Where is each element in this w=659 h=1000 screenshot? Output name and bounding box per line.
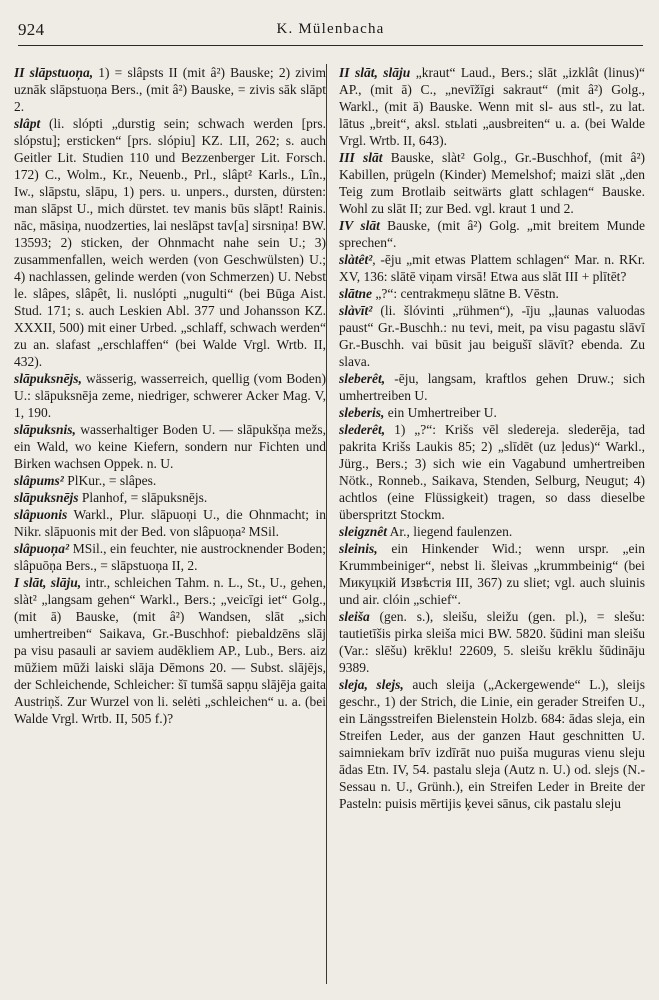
dictionary-entry (14, 370, 326, 421)
entry-headword: slāpuksnējs (14, 490, 79, 505)
entry-text: ein Umhertreiber U. (384, 405, 497, 420)
left-column (14, 64, 326, 989)
entry-headword: slāpuksnējs, (14, 371, 82, 386)
entry-text: 1) = slâpsts II (mit â²) Bauske; 2) zivim uznāk slāpstuoņa Bers., (mit â²) Bauske, = zivis sāk slāpt 2. (14, 65, 326, 114)
entry-headword: slâpums² (14, 473, 64, 488)
entry-headword: IV slāt (339, 218, 380, 233)
entry-text: Ar., liegend faulenzen. (387, 524, 513, 539)
dictionary-entry (339, 608, 645, 676)
entry-text: Bauske, slàt² Golg., Gr.-Buschhof, (mit â²) Kabillen, prügeln (Kinder) Memelshof; maizi slāt „den Teig zum Brotlaib seitwärts glatt schlagen“ Bauske. Wohl zu slāt II; zur Bed. vgl. kraut 1 und 2. (339, 150, 645, 216)
column-divider (326, 64, 327, 984)
entry-headword: II slāt, slāju (339, 65, 411, 80)
entry-headword: sleinis, (339, 541, 378, 556)
entry-text: intr., schleichen Tahm. n. L., St., U., gehen, slàt² „langsam gehen“ Warkl., Bers.; „veicīgi iet“ Golg., (mit ā) Bauske, (mit â²) Wandsen, slāt „sich umhertreiben“ Saikava, Gr.-Buschhof: piebaldzēns slāj pa visu pasauli ar saviem audēkliem AP., Lub., Bers. aiz mūžiem mūži laiski slāja Dēmons 20. — Subst. slājējs, der Schleichende, Schleicher: šī tumšā sapņu slājēja gaita Austriņš. Zur Wurzel von li. selėti „schleichen“ u. a. (bei Walde Vrgl. Wrtb. II, 505 f.)? (14, 575, 326, 726)
dictionary-entry (339, 421, 645, 523)
entry-headword: slâpt (14, 116, 41, 131)
dictionary-entry (14, 64, 326, 115)
dictionary-entry (339, 523, 645, 540)
dictionary-entry (339, 217, 645, 251)
entry-text: wässerig, wasserreich, quellig (vom Boden) U.: slāpuksnēja zeme, niedriger, schwerer Acker Mag. V, 1, 190. (14, 371, 326, 420)
entry-text: wasserhaltiger Boden U. — slāpukšņa mežs, ein Wald, wo keine Kiefern, sondern nur Fichten und Birken wachsen Oppek. n. U. (14, 422, 326, 471)
entry-text: MSil., ein feuchter, nie austrocknender Boden; slâpuōņa Bers., = slāpstuoņa II, 2. (14, 541, 326, 573)
entry-headword: sleberêt, (339, 371, 386, 386)
entry-headword: III slāt (339, 150, 383, 165)
entry-text: -ēju, langsam, kraftlos gehen Druw.; sich umhertreiben U. (339, 371, 645, 403)
entry-text: , -ēju „mit etwas Plattem schlagen“ Mar. n. RKr. XV, 136: slātē viņam virsā! Etwa aus slāt III + plītēt? (339, 252, 645, 284)
dictionary-entry (339, 302, 645, 370)
entry-text: „kraut“ Laud., Bers.; slāt „izklât (linus)“ AP., (mit ā) C., „nevīžīgi sakraut“ (mit â²) Golg., Warkl., (mit ā) Bauske. Wenn mit sl- aus stl-, zu lat. lātus „breit“, aksl. stьlati „ausbreiten“ u. a. (bei Walde Vrgl. Wrtb. II, 643). (339, 65, 645, 148)
entry-text: (gen. s.), sleišu, sleižu (gen. pl.), = slešu: tautietīšis pirka sleiša mici BW. 5820. šūdini man sleišu (Var.: slēšu) krēklu! 22609, 5. sleišu krēklu šūdināju 9389. (339, 609, 645, 675)
entry-text: 1) „?“: Krišs vēl sledereja. slederēja, tad pakrita Krišs Laukis 85; 2) „slīdēt (uz ļedus)“ Warkl., Jürg., Bers.; 3) sich wie ein Vagabund umhertreiben Nötk., Ronneb., Saikava, Stenden, Selburg, Neugut; 4) achtlos (eine Flüssigkeit) tragen, so dass dieselbe überspritzt Stockm. (339, 422, 645, 522)
entry-headword: slàtêt² (339, 252, 373, 267)
entry-text: (li. slópti „durstig sein; schwach werden [prs. slópstu]; ersticken“ [prs. slópiu] KZ. LII, 262; s. auch Geitler Lit. Studien 110 und Bezzenberger Lit. Forsch. 172) C., Wolm., Kr., Neuenb., Prl., slâpt² Karls., Lîn., Iw., slāpstu, slāpu, 1) pers. u. unpers., dursten, dürsten: man slāpst U., mich dürstet. tev manis būs slāpt! Rainis. nāc, māsiņa, nuodzerties, lai neslāpst tav[a] sirsniņa! BW. 13593; 2) sticken, der Ohnmacht nahe sein U.; 3) zusammenfallen, weich werden (von Geschwülsten) U.; 4) nachlassen, gelinde werden (von Schmerzen) U. Nebst le. slâpes, slâpêt, li. nuslópti „nugulti“ (bei Būga Aist. Stud. 171; s. auch Leskien Abl. 377 und Johansson KZ. XXXII, 500) mit einer Urbed. „schlaff, schwach werden“ zu an. slafast „erschlaffen“ (bei Walde Vrgl. Wrtb. II, 432). (14, 116, 326, 369)
entry-headword: slàvīt² (339, 303, 373, 318)
entry-headword: sleberis, (339, 405, 385, 420)
dictionary-entry (339, 676, 645, 812)
entry-text: Warkl., Plur. slāpuoņi U., die Ohnmacht; in Nikr. slāpuonis mit der Bed. von slâpuoņa² MSil. (14, 507, 326, 539)
entry-headword: slāpuksnis, (14, 422, 76, 437)
dictionary-entry (339, 149, 645, 217)
dictionary-entry (339, 64, 645, 149)
header-rule (18, 45, 643, 46)
running-head: K. Mülenbacha (276, 21, 385, 37)
entry-text: „?“: centrakmeņu slātne B. Vēstn. (372, 286, 559, 301)
entry-text: ein Hinkender Wid.; wenn urspr. „ein Krummbeiniger“, nebst li. šleivas „krummbeinig“ (bei Микуцкiй Извѣстiя III, 367) zu sliet; vgl. auch sluinis und air. clóin „schief“. (339, 541, 645, 607)
entry-headword: I slāt, slāju, (14, 575, 82, 590)
dictionary-entry (14, 472, 326, 489)
entry-text: Bauske, (mit â²) Golg. „mit breitem Munde sprechen“. (339, 218, 645, 250)
entry-headword: slâpuonis (14, 507, 68, 522)
page-header (18, 20, 643, 50)
entry-text: (li. šlóvinti „rühmen“), -īju „ļaunas valuodas paust“ Gr.-Buschh.: nu tevi, meit, pa visu pagastu slāvī Gr.-Buschh. vai būsit jau beigušī slāvīt? ebenda. Zu slava. (339, 303, 645, 369)
dictionary-entry (14, 115, 326, 370)
entry-headword: slātne (339, 286, 373, 301)
dictionary-entry (339, 285, 645, 302)
dictionary-entry (339, 540, 645, 608)
right-column (339, 64, 645, 989)
dictionary-entry (14, 540, 326, 574)
dictionary-entry (14, 489, 326, 506)
entry-headword: sleiša (339, 609, 370, 624)
entry-text: PlKur., = slâpes. (63, 473, 157, 488)
entry-headword: sleigznêt (339, 524, 388, 539)
entry-headword: slederêt, (339, 422, 386, 437)
dictionary-entry (14, 506, 326, 540)
dictionary-entry (339, 404, 645, 421)
dictionary-entry (14, 574, 326, 727)
entry-headword: slâpuoņa² (14, 541, 70, 556)
entry-headword: sleja, slejs, (339, 677, 404, 692)
dictionary-entry (14, 421, 326, 472)
entry-text: auch sleija („Ackergewende“ L.), sleijs geschr., 1) der Strich, die Linie, ein gerader Streifen U., ein Längsstreifen Bielenstein Holzb. 684: ādas sleja, ein Streifen Leder, aus der ganzen Haut geschnitten U. saimniekam brīv izdīrāt nuo puiša muguras vienu sleju ādas Etn. IV, 54. pastalu sleja (Autz n. U.) od. slejs (N.-Sessau n. U., Grünh.), ein Streifen Leder in Breite der Pasteln: puisis mērtijis ķevei sānus, cik pastalu sleju (339, 677, 645, 811)
entry-text: Planhof, = slāpuksnējs. (78, 490, 208, 505)
dictionary-entry (339, 370, 645, 404)
dictionary-entry (339, 251, 645, 285)
page-number: 924 (18, 20, 45, 39)
entry-headword: II slāpstuoņa, (14, 65, 94, 80)
